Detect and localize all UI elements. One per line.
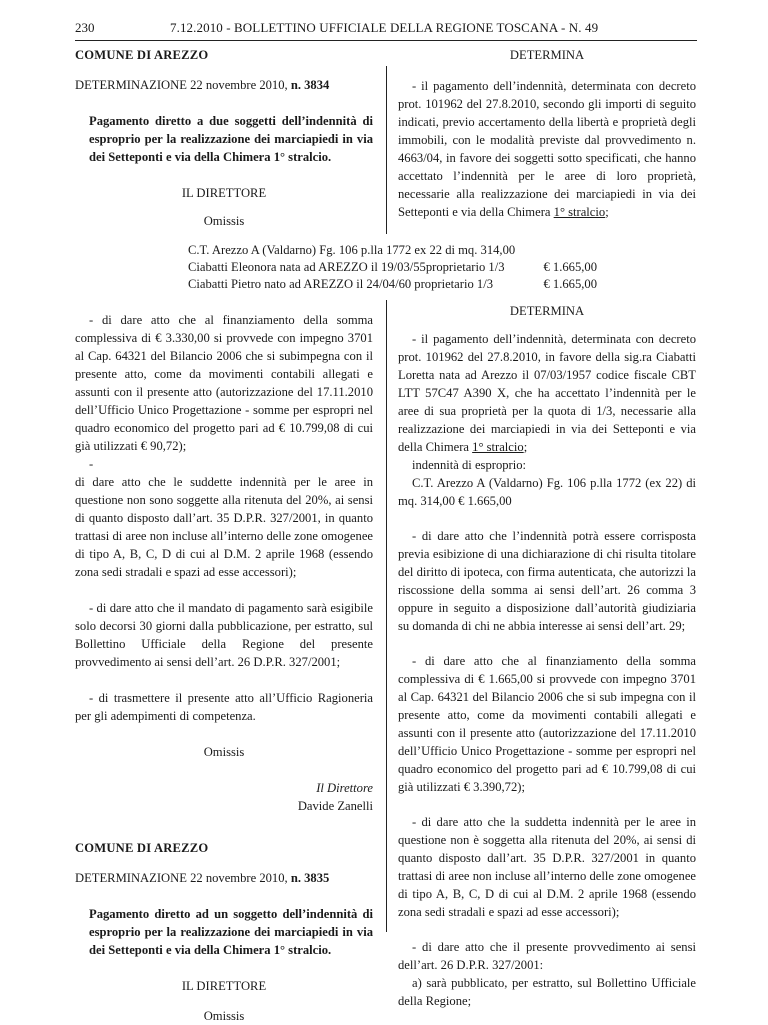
top-right-block [398, 48, 696, 221]
right-paragraph-financing: - di dare atto che al finanziamento della somma complessiva di € 1.665,00 si provvede con impegno 3701 al Cap. 64321 del Bilancio 2006 che si sub impegna con il presente atto, come da movimenti contabili allegati e assunti con il presente atto (autorizzazione del 17.11.2010 dell’Ufficio Unico Progettazione - somme per espropri nel quadro economico del progetto pari ad € 10.799,08 di cui già utilizzati € 3.390,72); [398, 654, 696, 794]
signature-name: Davide Zanelli [297, 799, 373, 813]
section-heading: COMUNE DI AREZZO [75, 48, 209, 62]
right-ct-line: C.T. Arezzo A (Valdarno) Fg. 106 p.lla 1772 (ex 22) di mq. 314,00 € 1.665,00 [398, 476, 696, 508]
determina-heading: DETERMINA [509, 48, 585, 62]
determinazione-subject: Pagamento diretto a due soggetti dell’indennità di esproprio per la realizzazione dei marciapiedi in via dei Setteponti e via della Chimera 1° stralcio. [89, 114, 373, 164]
left-omissis: Omissis [203, 745, 245, 759]
right-column [398, 302, 696, 1010]
ct-line-2-amount: € 1.665,00 [543, 260, 597, 274]
determinazione-title-2: DETERMINAZIONE 22 novembre 2010, n. 3835 [75, 871, 330, 885]
determina-heading-2: DETERMINA [509, 304, 585, 318]
determina-paragraph: - il pagamento dell’indennità, determinata con decreto prot. 101962 del 27.8.2010, secondo gli importi di seguito indicati, previo accertamento della libertà e proprietà degli immobili, con le modalità previste dal provvedimento n. 4663/04, in favore dei soggetti sotto specificati, che hanno accettato l’indennità per le aree di loro proprietà, necessarie alla realizzazione dei marciapiedi in via dei Setteponti e via della Chimera 1° stralcio; [398, 79, 696, 219]
director-label-2: IL DIRETTORE [181, 979, 267, 993]
left-paragraph-payment: - di dare atto che il mandato di pagamento sarà esigibile solo decorsi 30 giorni dalla pubblicazione, per estratto, sul Bollettino Ufficiale della Regione del presente provvedimento ai sensi dell’art. 26 D.P.R. 327/2001; [75, 601, 373, 669]
top-left-block [75, 46, 373, 230]
determinazione-subject-2: Pagamento diretto ad un soggetto dell’indennità di esproprio per la realizzazione dei marciapiedi in via dei Setteponti e via della Chimera 1° stralcio. [89, 907, 373, 957]
right-paragraph-ipoteca: - di dare atto che l’indennità potrà essere corrisposta previa esibizione di una dichiarazione di chi risulta titolare del diritto di ipoteca, con firma autenticata, che autorizzi la riscossione della somma ai sensi dell’art. 26 comma 3 oppure in seguito a disposizione dall’autorità giudiziaria su domanda di chi ne abbia interesse ai sensi dell’art. 29; [398, 529, 696, 633]
section-heading-2: COMUNE DI AREZZO [75, 841, 209, 855]
right-paragraph-payment: - il pagamento dell’indennità, determinata con decreto prot. 101962 del 27.8.2010, in favore della sig.ra Ciabatti Loretta nata ad Arezzo il 07/03/1957 codice fiscale CBT LTT 57C47 A390 X, che ha accettato l’indennità per le aree di sua proprietà per la quota di 1/3, necessarie alla realizzazione dei marciapiedi in via dei Setteponti e via della Chimera 1° stralcio; [398, 332, 696, 454]
right-paragraph-withholding: - di dare atto che la suddetta indennità per le aree in questione non è soggetta alla ritenuta del 20%, ai sensi di quanto disposto dall’art. 35 D.P.R. 327/2001 in quanto trattasi di aree non incluse all’interno delle zone omogenee di tipo A, B, C, D di cui al D.M. 2 aprile 1968 (essendo zona sedi stradali e spazi ad esse accessori); [398, 815, 696, 919]
left-paragraph-financing: - di dare atto che al finanziamento della somma complessiva di € 3.330,00 si provvede con impegno 3701 al Cap. 64321 del Bilancio 2006 che si subimpegna con il presente atto, come da movimenti contabili allegati e assunti con il presente atto (autorizzazione del 17.11.2010 dell’Ufficio Unico Progettazione - somme per espropri nel quadro economico del progetto pari ad € 10.799,08 di cui già utilizzati € 90,72); [75, 313, 373, 453]
ct-line-3-owner: Ciabatti Pietro nato ad AREZZO il 24/04/60 proprietario 1/3 [188, 277, 493, 291]
signature-role: Il Direttore [316, 781, 373, 795]
left-paragraph-transmit: - di trasmettere il presente atto all’Ufficio Ragioneria per gli adempimenti di competenza. [75, 691, 373, 723]
director-label: IL DIRETTORE [181, 186, 267, 200]
omissis-text-2: Omissis [203, 1009, 245, 1023]
header-rule [75, 40, 697, 41]
ct-line-1: C.T. Arezzo A (Valdarno) Fg. 106 p.lla 1772 ex 22 di mq. 314,00 [188, 243, 516, 257]
right-indennita-label: indennità di esproprio: [412, 458, 527, 472]
bulletin-header-title: 7.12.2010 - BOLLETTINO UFFICIALE DELLA REGIONE TOSCANA - N. 49 [170, 20, 599, 35]
page-number: 230 [75, 20, 95, 35]
right-paragraph-bulletin: a) sarà pubblicato, per estratto, sul Bollettino Ufficiale della Regione; [398, 976, 696, 1008]
ct-line-3-amount: € 1.665,00 [543, 277, 597, 291]
ct-line-2-owner: Ciabatti Eleonora nata ad AREZZO il 19/03/55proprietario 1/3 [188, 260, 505, 274]
right-paragraph-publication: - di dare atto che il presente provvedimento ai sensi dell’art. 26 D.P.R. 327/2001: [398, 940, 696, 972]
omissis-text: Omissis [203, 214, 245, 228]
left-dash: - [89, 457, 94, 471]
column-divider-bottom [386, 300, 387, 932]
left-paragraph-withholding: di dare atto che le suddette indennità per le aree in questione non sono soggette alla ritenuta del 20%, ai sensi di quanto disposto dall’art. 35 D.P.R. 327/2001, in quanto trattasi di aree non incluse all’interno delle zone omogenee di tipo A, B, C, D di cui al D.M. 2 aprile 1968 (essendo zona sedi stradali e spazi ad esse accessori); [75, 475, 373, 579]
column-divider-top [386, 66, 387, 234]
left-column [75, 311, 373, 1025]
determinazione-title: DETERMINAZIONE 22 novembre 2010, n. 3834 [75, 78, 330, 92]
